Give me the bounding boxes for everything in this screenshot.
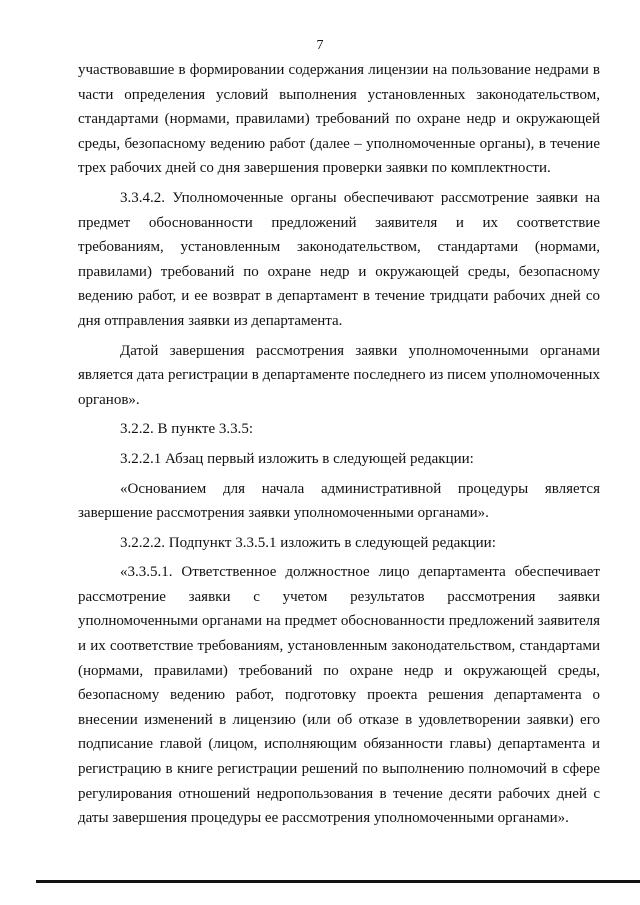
paragraph-3-2-2-1: 3.2.2.1 Абзац первый изложить в следующей редакции:	[120, 450, 474, 467]
paragraph-3-2-2-2: 3.2.2.2. Подпункт 3.3.5.1 изложить в следующей редакции:	[120, 534, 496, 551]
paragraph-3-3-4-2: 3.3.4.2. Уполномоченные органы обеспечивают рассмотрение заявки на предмет обоснованности предложений заявителя и их соответствие требованиям, установленным законодательством, стандартами (нормами, правилами) требований по охране недр и окружающей среды, безопасному ведению работ, и ее возврат в департамент в течение тридцати рабочих дней со дня отправления заявки из департамента.	[78, 189, 600, 329]
paragraph-basis-quote: «Основанием для начала административной процедуры является завершение рассмотрения заявки уполномоченными органами».	[78, 480, 600, 522]
paragraph-3-2-2: 3.2.2. В пункте 3.3.5:	[120, 421, 254, 438]
page-number: 7	[316, 38, 324, 53]
paragraph-completion-date: Датой завершения рассмотрения заявки уполномоченными органами является дата регистрации в департаменте последнего из писем уполномоченных органов».	[78, 342, 600, 408]
document-body	[78, 58, 600, 836]
paragraph-continuation: участвовавшие в формировании содержания лицензии на пользование недрами в части определения условий выполнения установленных законодательством, стандартами (нормами, правилами) требований по охране недр и окружающей среды, безопасному ведению работ (далее – уполномоченные органы), в течение трех рабочих дней со дня завершения проверки заявки по комплектности.	[78, 62, 600, 177]
paragraph-3-3-5-1-quote: «3.3.5.1. Ответственное должностное лицо департамента обеспечивает рассмотрение заявки с учетом результатов рассмотрения заявки уполномоченными органами на предмет обоснованности предложений заявителя и их соответствие требованиям, установленным законодательством, стандартами (нормами, правилами) требований по охране недр и окружающей среды, безопасному ведению работ, подготовку проекта решения департамента о внесении изменений в лицензию (или об отказе в удовлетворении заявки) его подписание главой (лицом, исполняющим обязанности главы) департамента и регистрацию в книге регистрации решений по выполнению полномочий в сфере регулирования отношений недропользования в течение десяти рабочих дней с даты завершения процедуры ее рассмотрения уполномоченными органами».	[78, 564, 600, 827]
bottom-rule	[36, 880, 640, 883]
